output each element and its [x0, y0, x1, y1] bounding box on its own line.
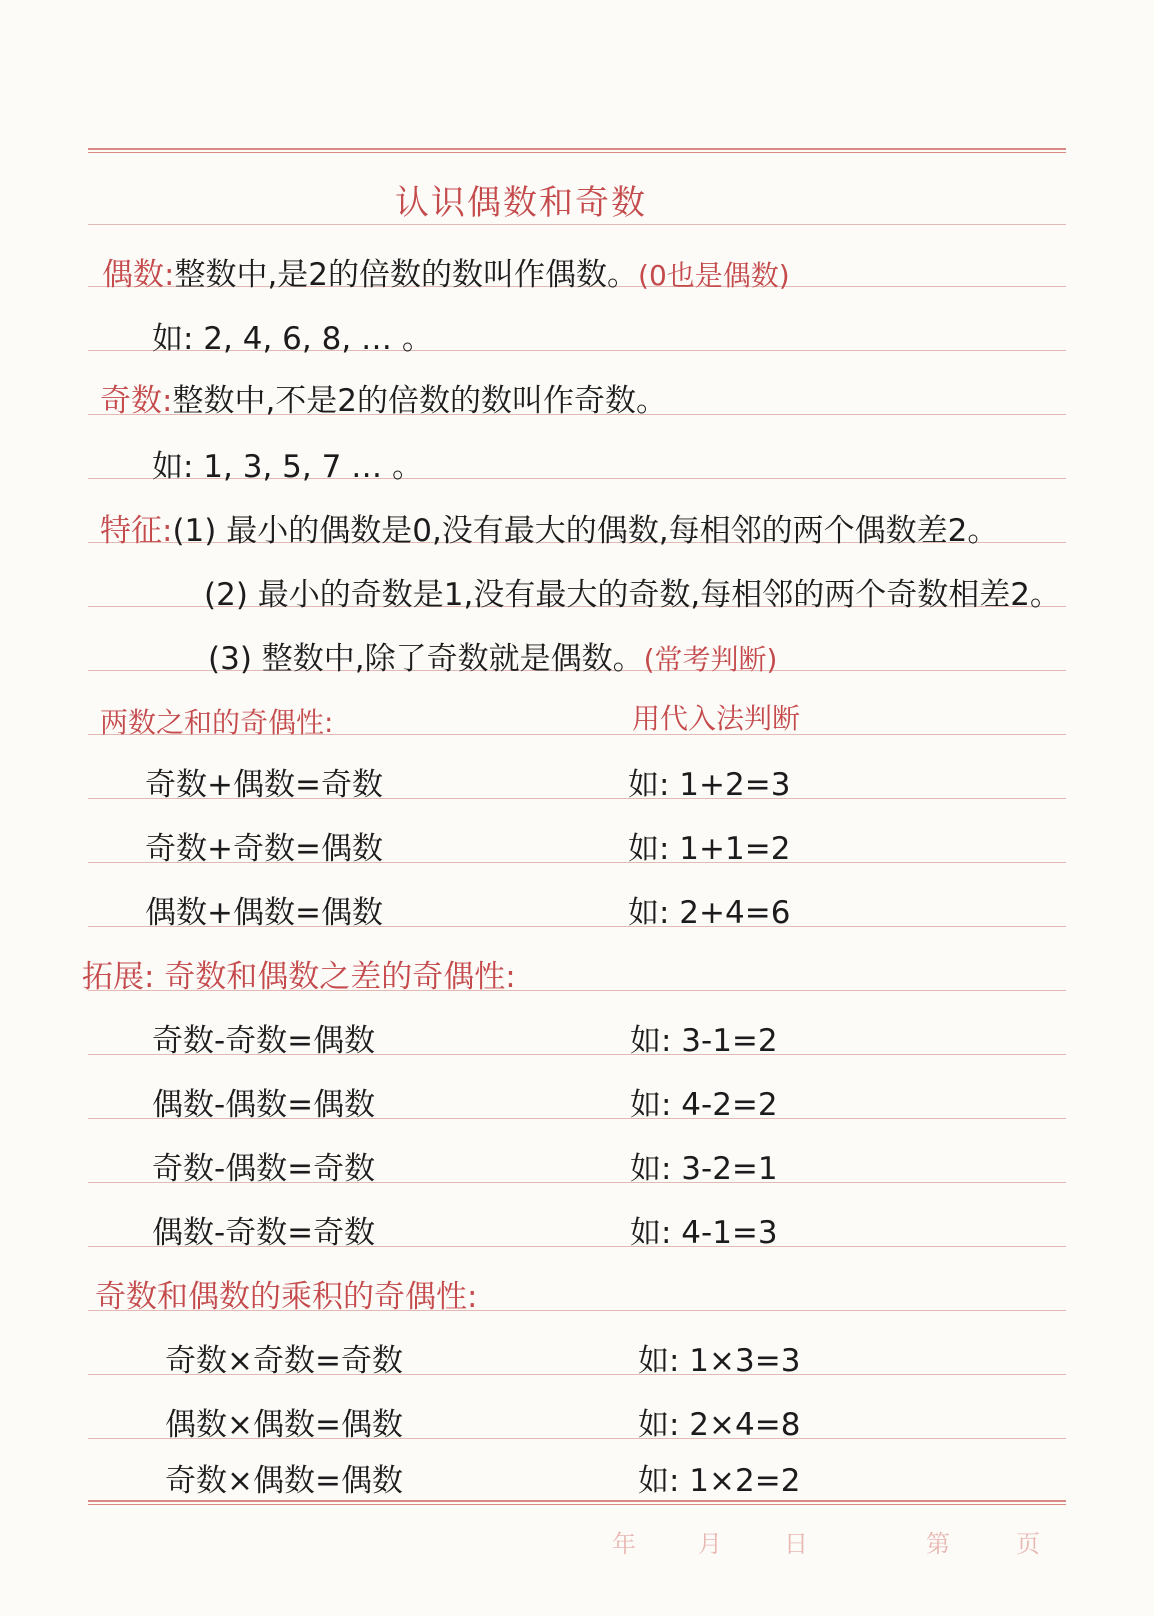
features-label: 特征:	[100, 513, 173, 549]
product-heading: 奇数和偶数的乘积的奇偶性:	[95, 1279, 478, 1315]
difference-rule: 奇数-奇数=偶数	[152, 1023, 376, 1059]
feature-line-3	[208, 640, 777, 679]
page-title: 认识偶数和奇数	[395, 183, 647, 223]
footer-page-suffix: 页	[1016, 1530, 1040, 1558]
footer-year: 年	[612, 1530, 636, 1558]
even-example: 如: 2, 4, 6, 8, … 。	[152, 321, 433, 357]
even-definition: 整数中,是2的倍数的数叫作偶数。	[174, 257, 639, 293]
sum-example: 如: 2+4=6	[628, 895, 791, 931]
sum-method: 用代入法判断	[632, 702, 801, 735]
footer-day: 日	[784, 1530, 808, 1558]
top-double-rule	[88, 148, 1066, 153]
sum-heading: 两数之和的奇偶性:	[100, 706, 334, 739]
difference-rule: 奇数-偶数=奇数	[152, 1151, 376, 1187]
difference-heading: 拓展: 奇数和偶数之差的奇偶性:	[82, 959, 516, 995]
bottom-double-rule	[88, 1500, 1066, 1505]
feature-item-3: (3) 整数中,除了奇数就是偶数。	[208, 641, 644, 677]
product-rule: 奇数×奇数=奇数	[165, 1343, 403, 1379]
difference-example: 如: 3-1=2	[630, 1023, 778, 1059]
difference-rule: 偶数-奇数=奇数	[152, 1215, 376, 1251]
odd-definition: 整数中,不是2的倍数的数叫作奇数。	[172, 383, 668, 419]
feature-item-3-note: (常考判断)	[643, 643, 778, 676]
feature-item-1: (1) 最小的偶数是0,没有最大的偶数,每相邻的两个偶数差2。	[172, 513, 999, 549]
difference-example: 如: 4-2=2	[630, 1087, 778, 1123]
product-example: 如: 1×3=3	[638, 1343, 801, 1379]
footer-page-prefix: 第	[926, 1530, 950, 1558]
feature-line-1	[100, 512, 998, 550]
sum-example: 如: 1+1=2	[628, 831, 791, 867]
sum-rule: 偶数+偶数=偶数	[145, 895, 383, 931]
odd-label: 奇数:	[100, 383, 173, 419]
difference-example: 如: 3-2=1	[630, 1151, 778, 1187]
even-definition-line	[102, 256, 790, 295]
difference-example: 如: 4-1=3	[630, 1215, 778, 1251]
feature-item-2: (2) 最小的奇数是1,没有最大的奇数,每相邻的两个奇数相差2。	[204, 577, 1061, 613]
sum-rule: 奇数+偶数=奇数	[145, 767, 383, 803]
odd-example: 如: 1, 3, 5, 7 … 。	[152, 449, 424, 485]
product-rule: 偶数×偶数=偶数	[165, 1407, 403, 1443]
sum-example: 如: 1+2=3	[628, 767, 791, 803]
odd-definition-line	[100, 382, 667, 420]
difference-rule: 偶数-偶数=偶数	[152, 1087, 376, 1123]
product-example: 如: 1×2=2	[638, 1463, 801, 1499]
product-rule: 奇数×偶数=偶数	[165, 1463, 403, 1499]
ruled-line	[88, 224, 1066, 225]
even-label: 偶数:	[102, 257, 175, 293]
sum-rule: 奇数+奇数=偶数	[145, 831, 383, 867]
product-example: 如: 2×4=8	[638, 1407, 801, 1443]
even-note: (0也是偶数)	[638, 259, 790, 292]
footer-month: 月	[698, 1530, 722, 1558]
